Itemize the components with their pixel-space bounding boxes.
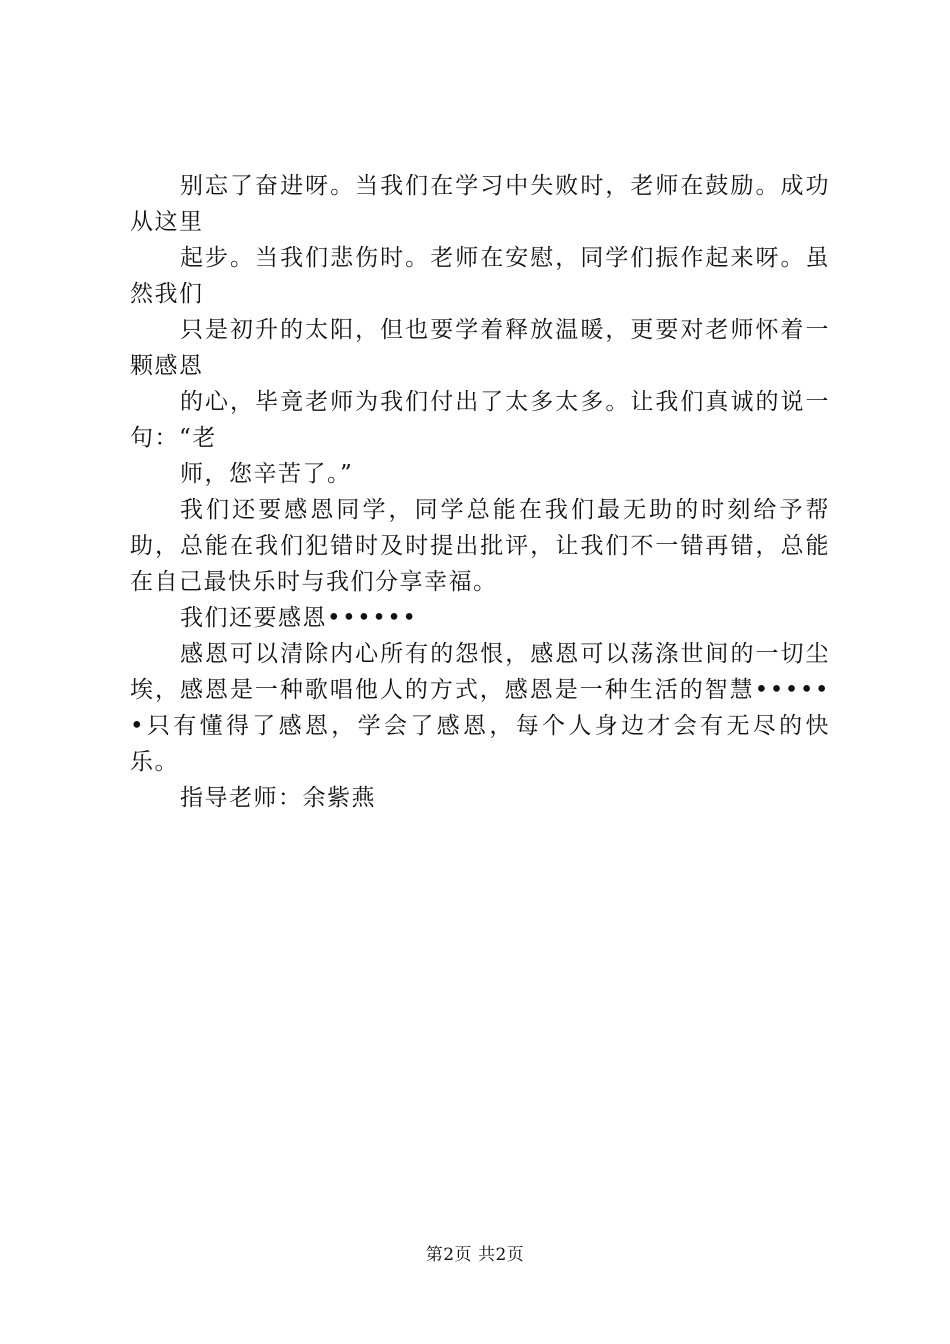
paragraph: 只是初升的太阳，但也要学着释放温暖，更要对老师怀着一颗感恩 <box>130 317 830 379</box>
paragraph: 师，您辛苦了。” <box>180 461 354 487</box>
paragraph: 我们还要感恩同学，同学总能在我们最无助的时刻给予帮助，总能在我们犯错时及时提出批评，让我们不一错再错，总能在自己最快乐时与我们分享幸福。 <box>130 497 830 595</box>
paragraph: 的心，毕竟老师为我们付出了太多太多。让我们真诚的说一句：“老 <box>130 389 830 451</box>
paragraph: 感恩可以清除内心所有的怨恨，感恩可以荡涤世间的一切尘埃，感恩是一种歌唱他人的方式，感恩是一种生活的智慧••••••只有懂得了感恩，学会了感恩，每个人身边才会有无尽的快乐。 <box>130 641 830 775</box>
paragraph: 我们还要感恩•••••• <box>180 605 418 631</box>
paragraph: 别忘了奋进呀。当我们在学习中失败时，老师在鼓励。成功从这里 <box>130 173 830 235</box>
document-body <box>130 168 830 816</box>
page-number-footer: 第2页 共2页 <box>425 1245 525 1265</box>
signature-line: 指导老师：余紫燕 <box>180 785 376 811</box>
paragraph: 起步。当我们悲伤时。老师在安慰，同学们振作起来呀。虽然我们 <box>130 245 830 307</box>
